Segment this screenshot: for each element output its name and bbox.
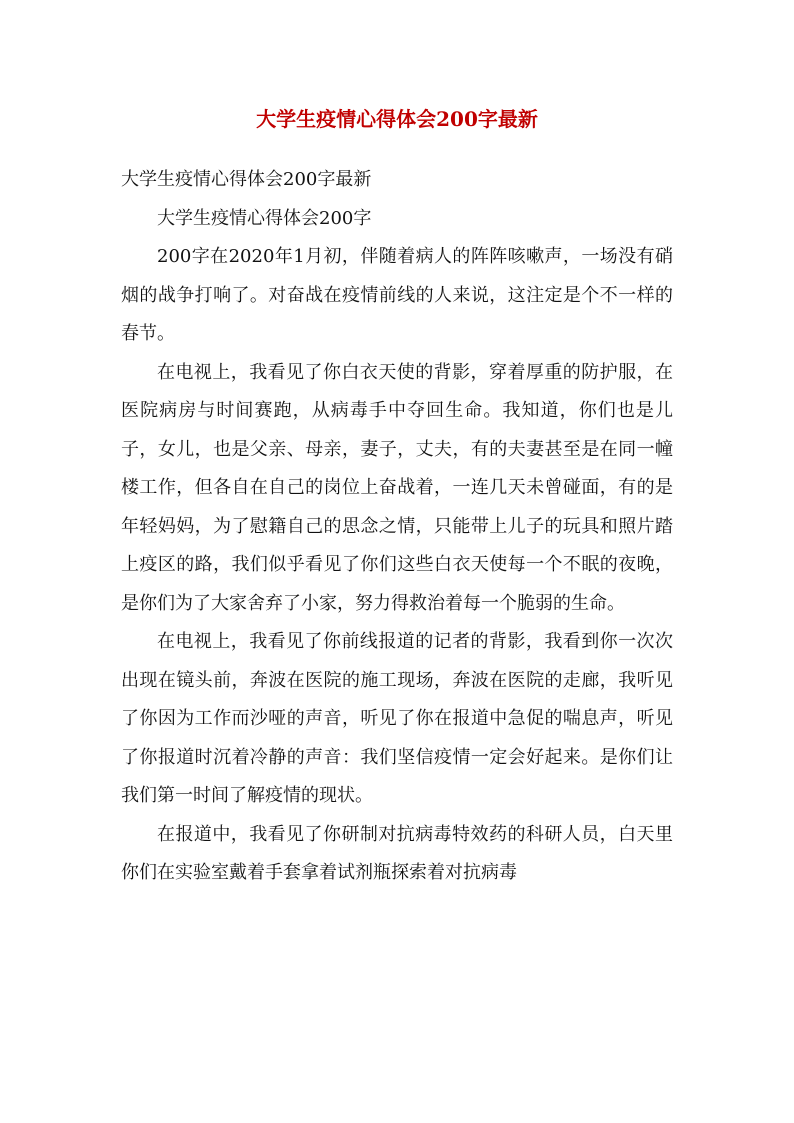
paragraph-intro: 200字在2020年1月初，伴随着病人的阵阵咳嗽声，一场没有硝烟的战争打响了。对奋战在疫情前线的人来说，这注定是个不一样的春节。 (121, 246, 673, 344)
body-heading: 大学生疫情心得体会200字最新 (121, 169, 372, 190)
body-subheading: 大学生疫情心得体会200字 (157, 207, 372, 229)
paragraph-reporters: 在电视上，我看见了你前线报道的记者的背影，我看到你一次次出现在镜头前，奔波在医院的施工现场，奔波在医院的走廊，我听见了你因为工作而沙哑的声音，听见了你在报道中急促的喘息声，听见了你报道时沉着冷静的声音：我们坚信疫情一定会好起来。是你们让我们第一时间了解疫情的现状。 (121, 631, 673, 806)
document-body (121, 161, 673, 893)
paragraph-researchers: 在报道中，我看见了你研制对抗病毒特效药的科研人员，白天里你们在实验室戴着手套拿着试剂瓶探索着对抗病毒 (121, 823, 673, 883)
paragraph-medical-staff: 在电视上，我看见了你白衣天使的背影，穿着厚重的防护服，在医院病房与时间赛跑，从病毒手中夺回生命。我知道，你们也是儿子，女儿，也是父亲、母亲，妻子，丈夫，有的夫妻甚至是在同一幢楼工作，但各自在自己的岗位上奋战着，一连几天未曾碰面，有的是年轻妈妈，为了慰籍自己的思念之情，只能带上儿子的玩具和照片踏上疫区的路，我们似乎看见了你们这些白衣天使每一个不眠的夜晚，是你们为了大家舍弃了小家，努力得救治着每一个脆弱的生命。 (121, 361, 673, 614)
document-title: 大学生疫情心得体会200字最新 (256, 107, 538, 131)
